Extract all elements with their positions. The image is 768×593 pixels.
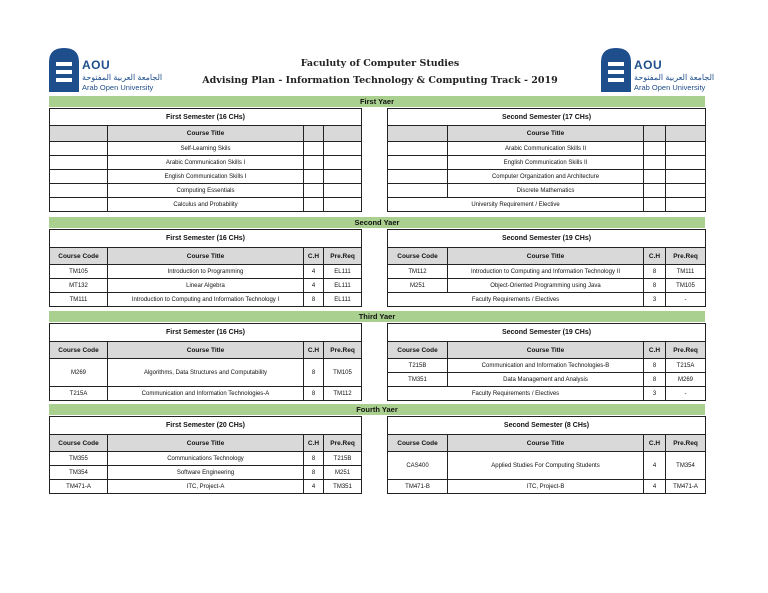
column-header: Pre.Req bbox=[324, 248, 362, 265]
table-row bbox=[388, 452, 706, 480]
year-band-2: Second Yaer bbox=[49, 217, 705, 228]
prerequisite: T215A bbox=[666, 359, 706, 373]
prerequisite: TM354 bbox=[666, 452, 706, 480]
prerequisite bbox=[666, 142, 706, 156]
credit-hours: 8 bbox=[304, 452, 324, 466]
elective-row-label: Faculty Requirements / Electives bbox=[388, 387, 644, 401]
course-code bbox=[388, 142, 448, 156]
elective-row-label: University Requirement / Elective bbox=[388, 198, 644, 212]
credit-hours: 3 bbox=[644, 387, 666, 401]
prerequisite: M251 bbox=[324, 466, 362, 480]
course-title: Applied Studies For Computing Students bbox=[448, 452, 644, 480]
credit-hours bbox=[304, 184, 324, 198]
column-header: Pre.Req bbox=[666, 248, 706, 265]
semester-title: Second Semester (8 CHs) bbox=[388, 417, 706, 435]
credit-hours: 8 bbox=[304, 466, 324, 480]
course-title: Algorithms, Data Structures and Computability bbox=[108, 359, 304, 387]
prerequisite bbox=[324, 184, 362, 198]
credit-hours: 4 bbox=[644, 452, 666, 480]
course-title: Object-Oriented Programming using Java bbox=[448, 279, 644, 293]
logo-abbr: AOU bbox=[82, 58, 111, 72]
prerequisite bbox=[324, 198, 362, 212]
year2-second-semester-table bbox=[387, 229, 706, 307]
year1-first-semester-table bbox=[49, 108, 362, 212]
course-code: TM112 bbox=[388, 265, 448, 279]
course-title: Introduction to Computing and Information Technology I bbox=[108, 293, 304, 307]
table-row bbox=[388, 293, 706, 307]
year3-second-semester-table bbox=[387, 323, 706, 401]
aou-emblem-icon bbox=[49, 48, 79, 92]
credit-hours: 8 bbox=[644, 373, 666, 387]
faculty-title: Faculuty of Computer Studies bbox=[300, 58, 460, 69]
course-title: Arabic Communication Skills I bbox=[108, 156, 304, 170]
course-title: Communication and Information Technologies-A bbox=[108, 387, 304, 401]
prerequisite: TM112 bbox=[324, 387, 362, 401]
column-header: C.H bbox=[644, 248, 666, 265]
column-header: Course Title bbox=[448, 342, 644, 359]
column-header: Course Code bbox=[388, 248, 448, 265]
course-code: TM355 bbox=[50, 452, 108, 466]
column-header bbox=[388, 126, 448, 142]
table-row bbox=[388, 198, 706, 212]
course-title: English Communication Skills I bbox=[108, 170, 304, 184]
prerequisite: - bbox=[666, 293, 706, 307]
course-code: T215B bbox=[388, 359, 448, 373]
course-code bbox=[50, 170, 108, 184]
column-header: C.H bbox=[304, 342, 324, 359]
aou-emblem-icon bbox=[601, 48, 631, 92]
column-header: C.H bbox=[644, 342, 666, 359]
course-code: TM351 bbox=[388, 373, 448, 387]
semester-title: First Semester (16 CHs) bbox=[50, 324, 362, 342]
course-code: M269 bbox=[50, 359, 108, 387]
course-code: MT132 bbox=[50, 279, 108, 293]
course-title: Linear Algebra bbox=[108, 279, 304, 293]
column-header: Pre.Req bbox=[324, 342, 362, 359]
course-title: Computer Organization and Architecture bbox=[448, 170, 644, 184]
credit-hours bbox=[304, 156, 324, 170]
semester-title: First Semester (16 CHs) bbox=[50, 230, 362, 248]
credit-hours: 3 bbox=[644, 293, 666, 307]
aou-logo-left bbox=[49, 46, 163, 96]
column-header bbox=[666, 126, 706, 142]
column-header bbox=[644, 126, 666, 142]
column-header: Pre.Req bbox=[324, 435, 362, 452]
credit-hours: 8 bbox=[644, 359, 666, 373]
table-row bbox=[50, 170, 362, 184]
credit-hours: 4 bbox=[304, 480, 324, 494]
course-title: Discrete Mathematics bbox=[448, 184, 644, 198]
prerequisite: T215B bbox=[324, 452, 362, 466]
course-code: M251 bbox=[388, 279, 448, 293]
course-title: Communications Technology bbox=[108, 452, 304, 466]
course-code: TM111 bbox=[50, 293, 108, 307]
table-row bbox=[50, 452, 362, 466]
table-row bbox=[50, 387, 362, 401]
course-title: Self-Learning Skils bbox=[108, 142, 304, 156]
prerequisite: EL111 bbox=[324, 265, 362, 279]
year4-first-semester-table bbox=[49, 416, 362, 494]
table-row bbox=[50, 142, 362, 156]
credit-hours bbox=[304, 198, 324, 212]
column-header: Course Title bbox=[448, 126, 644, 142]
semester-title: Second Semester (19 CHs) bbox=[388, 230, 706, 248]
course-code bbox=[388, 156, 448, 170]
column-header: Course Title bbox=[108, 248, 304, 265]
course-code: T215A bbox=[50, 387, 108, 401]
credit-hours: 4 bbox=[304, 265, 324, 279]
table-row bbox=[388, 279, 706, 293]
plan-title: Advising Plan - Information Technology & Computing Track - 2019 bbox=[202, 75, 558, 86]
prerequisite: TM105 bbox=[324, 359, 362, 387]
table-row bbox=[50, 293, 362, 307]
column-header: Course Title bbox=[108, 126, 304, 142]
year-band-3: Third Yaer bbox=[49, 311, 705, 322]
credit-hours: 8 bbox=[304, 293, 324, 307]
course-code bbox=[50, 142, 108, 156]
table-row bbox=[388, 373, 706, 387]
year3-first-semester-table bbox=[49, 323, 362, 401]
credit-hours bbox=[644, 156, 666, 170]
prerequisite bbox=[666, 156, 706, 170]
table-row bbox=[388, 142, 706, 156]
column-header bbox=[304, 126, 324, 142]
course-title: Calculus and Probability bbox=[108, 198, 304, 212]
credit-hours: 4 bbox=[644, 480, 666, 494]
course-code: TM471-A bbox=[50, 480, 108, 494]
column-header: Course Code bbox=[50, 248, 108, 265]
credit-hours: 8 bbox=[304, 359, 324, 387]
credit-hours: 8 bbox=[644, 265, 666, 279]
course-code bbox=[50, 184, 108, 198]
course-code bbox=[50, 156, 108, 170]
table-row bbox=[388, 359, 706, 373]
credit-hours: 4 bbox=[304, 279, 324, 293]
table-row bbox=[50, 265, 362, 279]
course-title: Communication and Information Technologies-B bbox=[448, 359, 644, 373]
table-row bbox=[388, 265, 706, 279]
column-header: C.H bbox=[304, 248, 324, 265]
prerequisite bbox=[666, 170, 706, 184]
course-code: TM471-B bbox=[388, 480, 448, 494]
credit-hours: 8 bbox=[304, 387, 324, 401]
prerequisite: TM351 bbox=[324, 480, 362, 494]
course-code bbox=[388, 184, 448, 198]
prerequisite: M269 bbox=[666, 373, 706, 387]
year-band-1: First Yaer bbox=[49, 96, 705, 107]
table-row bbox=[50, 359, 362, 387]
credit-hours bbox=[644, 184, 666, 198]
table-row bbox=[50, 279, 362, 293]
table-row bbox=[388, 170, 706, 184]
logo-english-name: Arab Open University bbox=[82, 83, 154, 92]
column-header: Course Title bbox=[108, 435, 304, 452]
course-code bbox=[50, 198, 108, 212]
credit-hours bbox=[304, 170, 324, 184]
course-code: CAS400 bbox=[388, 452, 448, 480]
table-row bbox=[388, 156, 706, 170]
prerequisite bbox=[324, 170, 362, 184]
year1-second-semester-table bbox=[387, 108, 706, 212]
prerequisite: TM111 bbox=[666, 265, 706, 279]
table-row bbox=[388, 184, 706, 198]
semester-title: First Semester (20 CHs) bbox=[50, 417, 362, 435]
column-header bbox=[50, 126, 108, 142]
column-header: Course Title bbox=[448, 435, 644, 452]
logo-english-name: Arab Open University bbox=[634, 83, 706, 92]
prerequisite: - bbox=[666, 387, 706, 401]
prerequisite: TM105 bbox=[666, 279, 706, 293]
course-title: Introduction to Computing and Information Technology II bbox=[448, 265, 644, 279]
logo-abbr: AOU bbox=[634, 58, 663, 72]
prerequisite bbox=[324, 156, 362, 170]
credit-hours bbox=[304, 142, 324, 156]
column-header: Course Code bbox=[388, 342, 448, 359]
course-code: TM354 bbox=[50, 466, 108, 480]
course-code bbox=[388, 170, 448, 184]
table-row bbox=[50, 466, 362, 480]
column-header: Course Title bbox=[448, 248, 644, 265]
prerequisite bbox=[666, 198, 706, 212]
column-header: Course Title bbox=[108, 342, 304, 359]
course-title: Arabic Communication Skills II bbox=[448, 142, 644, 156]
column-header: Pre.Req bbox=[666, 435, 706, 452]
year4-second-semester-table bbox=[387, 416, 706, 494]
table-row bbox=[50, 198, 362, 212]
column-header: Course Code bbox=[50, 342, 108, 359]
semester-title: First Semester (16 CHs) bbox=[50, 109, 362, 126]
credit-hours bbox=[644, 170, 666, 184]
logo-arabic-name: الجامعة العربية المفتوحة bbox=[634, 73, 715, 82]
column-header: C.H bbox=[644, 435, 666, 452]
prerequisite: EL111 bbox=[324, 293, 362, 307]
column-header: Course Code bbox=[388, 435, 448, 452]
table-row bbox=[50, 156, 362, 170]
column-header bbox=[324, 126, 362, 142]
course-title: Data Management and Analysis bbox=[448, 373, 644, 387]
semester-title: Second Semester (19 CHs) bbox=[388, 324, 706, 342]
column-header: C.H bbox=[304, 435, 324, 452]
year2-first-semester-table bbox=[49, 229, 362, 307]
course-title: ITC, Project-B bbox=[448, 480, 644, 494]
table-row bbox=[388, 480, 706, 494]
prerequisite: EL111 bbox=[324, 279, 362, 293]
prerequisite bbox=[666, 184, 706, 198]
logo-arabic-name: الجامعة العربية المفتوحة bbox=[82, 73, 163, 82]
course-title: Introduction to Programming bbox=[108, 265, 304, 279]
semester-title: Second Semester (17 CHs) bbox=[388, 109, 706, 126]
table-row bbox=[50, 184, 362, 198]
prerequisite: TM471-A bbox=[666, 480, 706, 494]
course-title: ITC, Project-A bbox=[108, 480, 304, 494]
table-row bbox=[50, 480, 362, 494]
course-title: Computing Essentials bbox=[108, 184, 304, 198]
course-title: Software Engineering bbox=[108, 466, 304, 480]
aou-logo-right bbox=[601, 46, 715, 96]
elective-row-label: Faculty Requirements / Electives bbox=[388, 293, 644, 307]
credit-hours bbox=[644, 198, 666, 212]
prerequisite bbox=[324, 142, 362, 156]
column-header: Course Code bbox=[50, 435, 108, 452]
course-title: English Communication Skills II bbox=[448, 156, 644, 170]
table-row bbox=[388, 387, 706, 401]
year-band-4: Fourth Yaer bbox=[49, 404, 705, 415]
course-code: TM105 bbox=[50, 265, 108, 279]
credit-hours: 8 bbox=[644, 279, 666, 293]
credit-hours bbox=[644, 142, 666, 156]
column-header: Pre.Req bbox=[666, 342, 706, 359]
